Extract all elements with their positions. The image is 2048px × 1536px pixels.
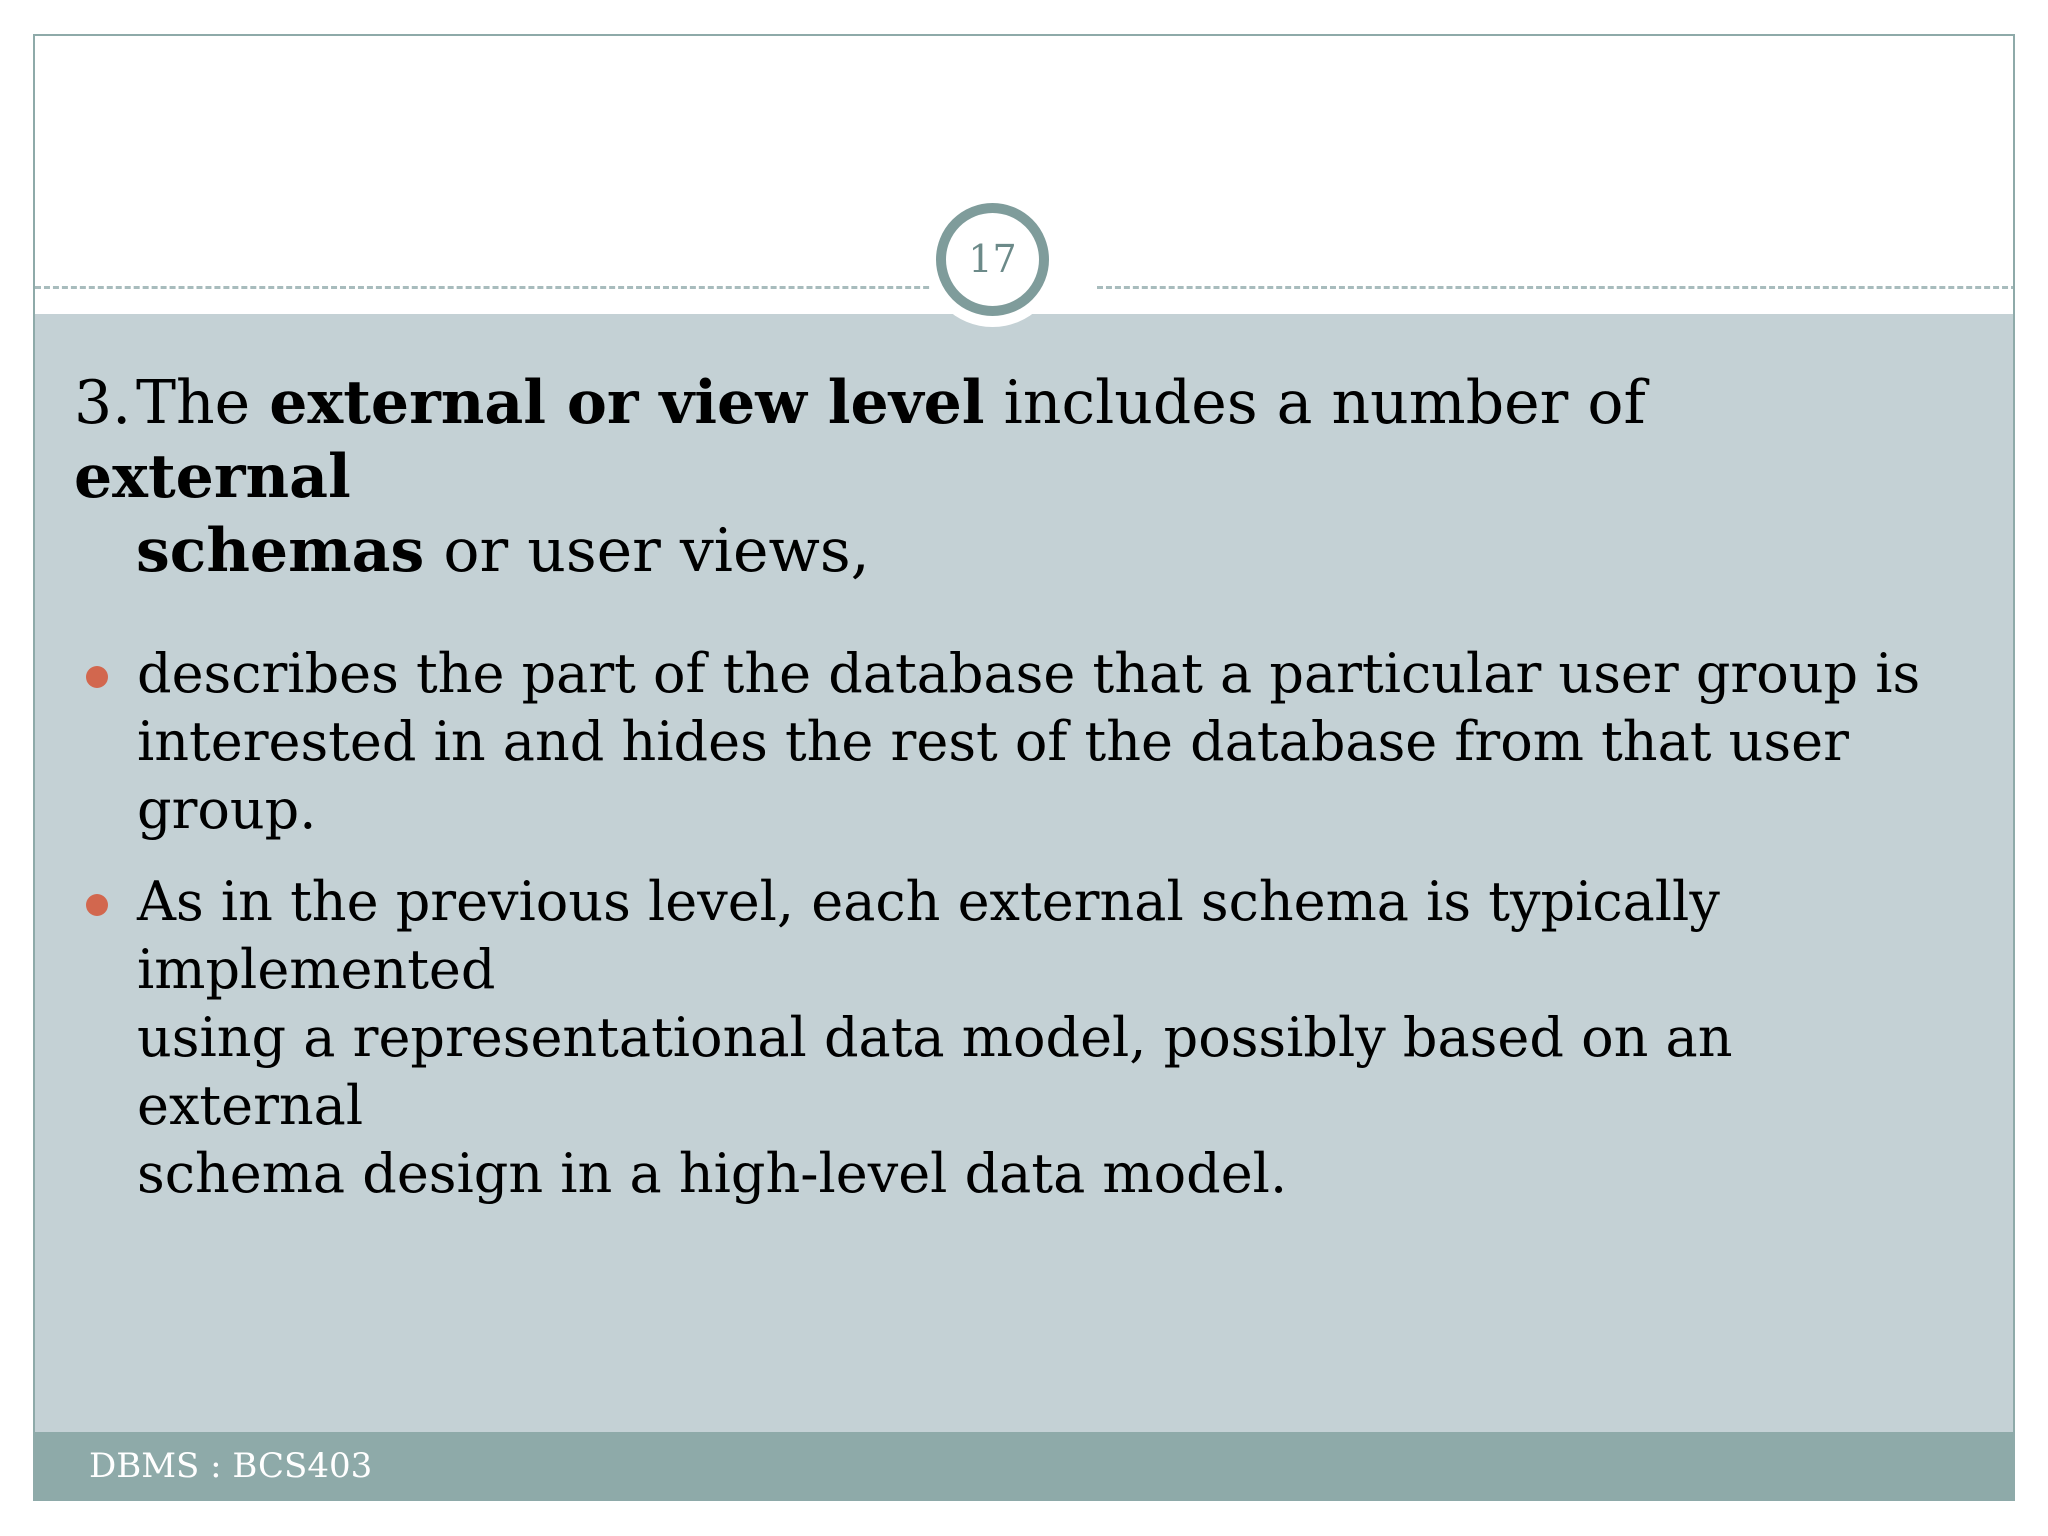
slide-footer bbox=[35, 1432, 2013, 1501]
page-number: 17 bbox=[968, 237, 1017, 281]
heading-line-2 bbox=[74, 514, 1894, 588]
heading-part-bold: external bbox=[74, 442, 351, 512]
bullet-text bbox=[137, 868, 1937, 1208]
heading bbox=[74, 366, 1894, 588]
footer-text: DBMS : BCS403 bbox=[89, 1446, 373, 1486]
bullet-line: schema design in a high-level data model. bbox=[137, 1142, 1288, 1205]
dashed-divider-right bbox=[1097, 286, 2015, 289]
bullet-dot-icon bbox=[86, 666, 108, 688]
dashed-divider-left bbox=[35, 286, 965, 289]
bullet-dot-icon bbox=[86, 894, 108, 916]
heading-part: or user views, bbox=[424, 516, 870, 586]
bullet-line: using a representational data model, possibly based on an external bbox=[137, 1006, 1733, 1137]
heading-part: includes a number of bbox=[984, 368, 1646, 438]
heading-number: 3. bbox=[74, 368, 132, 438]
heading-part: The bbox=[136, 368, 270, 438]
bullet-line: As in the previous level, each external schema is typically implemented bbox=[137, 870, 1720, 1001]
bullet-text bbox=[137, 640, 1937, 844]
bullet-line: interested in and hides the rest of the database from that user group. bbox=[137, 710, 1849, 841]
heading-part-bold: schemas bbox=[136, 516, 425, 586]
heading-part-bold: external or view level bbox=[269, 368, 985, 438]
bullet-line: describes the part of the database that a particular user group is bbox=[137, 642, 1921, 705]
